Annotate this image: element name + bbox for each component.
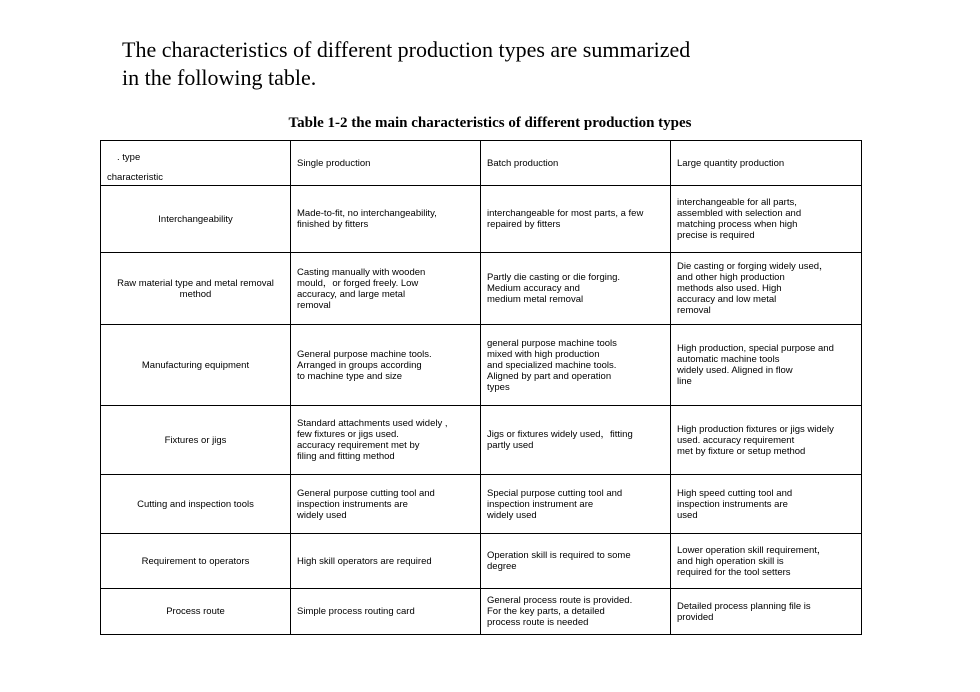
corner-characteristic-label: characteristic — [107, 172, 163, 183]
intro-line-2: in the following table. — [122, 65, 317, 90]
row-label-raw-material: Raw material type and metal removal method — [101, 253, 291, 325]
header-single-production: Single production — [291, 141, 481, 186]
header-batch-production: Batch production — [481, 141, 671, 186]
table-caption: Table 1-2 the main characteristics of different production types — [288, 115, 692, 131]
row-label-manufacturing-equipment: Manufacturing equipment — [101, 325, 291, 406]
table-cell: General process route is provided. For the key parts, a detailed process route is needed — [481, 589, 671, 635]
table-cell: General purpose machine tools. Arranged in groups according to machine type and size — [291, 325, 481, 406]
row-label-cutting-tools: Cutting and inspection tools — [101, 475, 291, 534]
production-types-table — [100, 140, 862, 635]
table-cell: Detailed process planning file is provided — [671, 589, 862, 635]
table-row — [101, 325, 862, 406]
intro-line-1: The characteristics of different production types are summarized — [122, 37, 691, 62]
table-cell: Made-to-fit, no interchangeability, finished by fitters — [291, 186, 481, 253]
table-cell: general purpose machine tools mixed with high production and specialized machine tools. Aligned by part and operation types — [481, 325, 671, 406]
table-cell: High production fixtures or jigs widely used. accuracy requirement met by fixture or setup method — [671, 406, 862, 475]
row-label-interchangeability: Interchangeability — [101, 186, 291, 253]
table-row — [101, 253, 862, 325]
table-cell: Lower operation skill requirement， and high operation skill is required for the tool setters — [671, 534, 862, 589]
table-cell: Partly die casting or die forging. Medium accuracy and medium metal removal — [481, 253, 671, 325]
table-cell: Simple process routing card — [291, 589, 481, 635]
table-cell: Die casting or forging widely used， and other high production methods also used. High accuracy and low metal removal — [671, 253, 862, 325]
table-cell: Standard attachments used widely , few fixtures or jigs used. accuracy requirement met by filing and fitting method — [291, 406, 481, 475]
corner-type-label: . type — [117, 152, 141, 163]
table-cell: High skill operators are required — [291, 534, 481, 589]
header-row — [101, 141, 862, 186]
table-cell: Operation skill is required to some degree — [481, 534, 671, 589]
table-cell: interchangeable for all parts, assembled with selection and matching process when high precise is required — [671, 186, 862, 253]
row-label-operators: Requirement to operators — [101, 534, 291, 589]
table-cell: High production, special purpose and automatic machine tools widely used. Aligned in flow line — [671, 325, 862, 406]
row-label-process-route: Process route — [101, 589, 291, 635]
intro-paragraph — [122, 36, 842, 92]
table-cell: General purpose cutting tool and inspection instruments are widely used — [291, 475, 481, 534]
table-row — [101, 186, 862, 253]
table-row — [101, 589, 862, 635]
table-cell: Casting manually with wooden mould，or forged freely. Low accuracy, and large metal removal — [291, 253, 481, 325]
row-label-fixtures: Fixtures or jigs — [101, 406, 291, 475]
corner-header-cell — [101, 141, 291, 186]
table-cell: High speed cutting tool and inspection instruments are used — [671, 475, 862, 534]
table-cell: interchangeable for most parts, a few repaired by fitters — [481, 186, 671, 253]
header-large-quantity-production: Large quantity production — [671, 141, 862, 186]
table-cell: Special purpose cutting tool and inspection instrument are widely used — [481, 475, 671, 534]
table-row — [101, 475, 862, 534]
table-cell: Jigs or fixtures widely used，fitting partly used — [481, 406, 671, 475]
table-row — [101, 406, 862, 475]
table-row — [101, 534, 862, 589]
